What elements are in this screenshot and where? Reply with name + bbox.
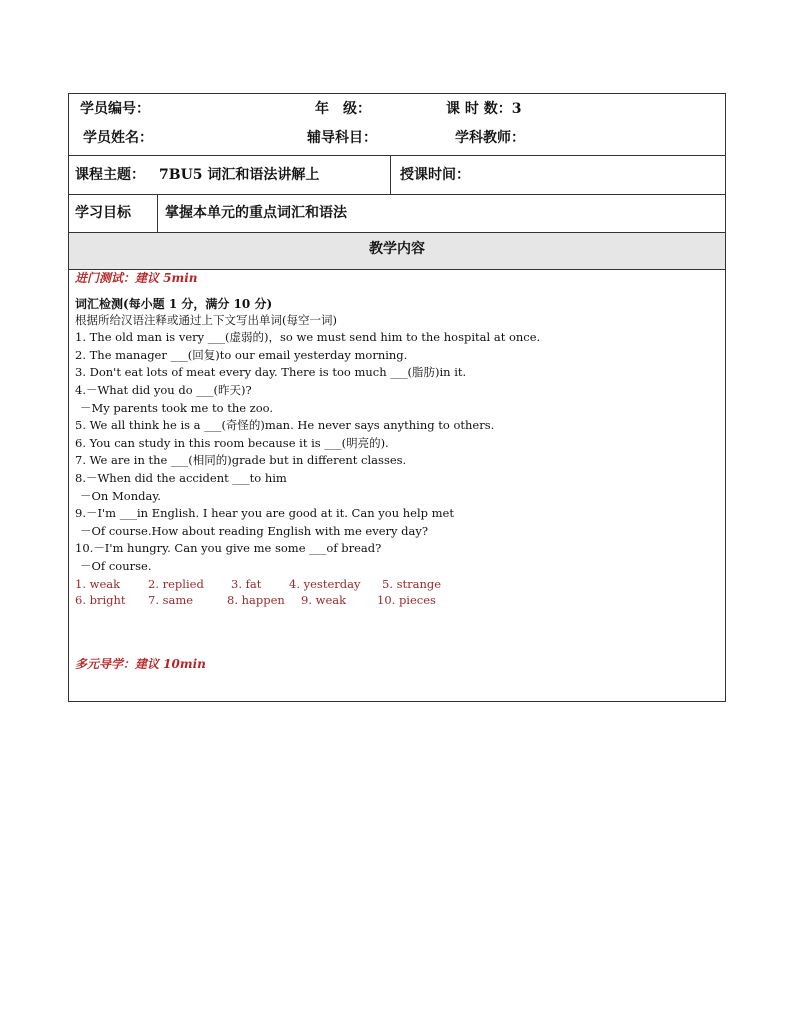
answer-2: 2. replied: [148, 576, 204, 591]
vocab-title: 词汇检测(每小题 1 分，满分 10 分): [75, 296, 273, 311]
answer-6: 6. bright: [75, 592, 126, 607]
goal-label: 学习目标: [75, 205, 131, 221]
instruction: 根据所给汉语注释或通过上下文写出单词(每空一词): [75, 312, 337, 327]
question-1: 1. The old man is very ___(虚弱的)，so we must send him to the hospital at once.: [75, 330, 541, 345]
content-body: [75, 270, 719, 673]
question-5: 5. We all think he is a ___(奇怪的)man. He never says anything to others.: [75, 418, 495, 433]
answers-row-2: [75, 592, 719, 608]
student-id-label: 学员编号：: [80, 101, 150, 117]
answer-8: 8. happen: [227, 592, 285, 607]
topic-label: 课程主题：: [75, 167, 145, 183]
answer-3: 3. fat: [231, 576, 262, 591]
question-10-reply: －Of course.: [80, 558, 152, 573]
question-8: 8.－When did the accident ___to him: [75, 470, 287, 485]
question-3: 3. Don't eat lots of meat every day. There is too much ___(脂肪)in it.: [75, 365, 467, 380]
answer-4: 4. yesterday: [289, 576, 361, 591]
entry-test-title: 进门测试：建议 5min: [75, 271, 198, 285]
content-header-row: [69, 233, 725, 270]
question-9-reply: －Of course.How about reading English with me every day?: [80, 523, 429, 538]
student-name-label: 学员姓名：: [83, 130, 153, 146]
question-9: 9.－I'm ___in English. I hear you are good at it. Can you help met: [75, 506, 454, 521]
answers-row-1: [75, 576, 719, 592]
answer-7: 7. same: [148, 592, 194, 607]
question-4: 4.－What did you do ___(昨天)?: [75, 382, 252, 397]
answer-9: 9. weak: [301, 592, 347, 607]
course-row: [69, 156, 725, 195]
goal-row: [69, 195, 725, 233]
goal-value: 掌握本单元的重点词汇和语法: [165, 205, 347, 221]
answer-1: 1. weak: [75, 576, 121, 591]
guide-title: 多元导学：建议 10min: [75, 656, 206, 671]
time-label: 授课时间：: [400, 167, 470, 183]
header-info-row: [69, 94, 725, 156]
lesson-count-label: 课 时 数：3: [446, 101, 522, 117]
question-7: 7. We are in the ___(相同的)grade but in different classes.: [75, 453, 407, 468]
subject-label: 辅导科目：: [307, 130, 377, 146]
time-cell: [391, 156, 725, 194]
goal-label-cell: [69, 195, 158, 232]
question-4-reply: －My parents took me to the zoo.: [80, 400, 274, 415]
answer-10: 10. pieces: [377, 592, 436, 607]
teacher-label: 学科教师：: [455, 130, 525, 146]
goal-value-cell: [158, 195, 725, 232]
question-2: 2. The manager ___(回复)to our email yesterday morning.: [75, 347, 408, 362]
topic-value: 7BU5 词汇和语法讲解上: [159, 167, 320, 183]
content-header: 教学内容: [369, 241, 425, 257]
lesson-sheet: [68, 93, 726, 702]
grade-label: 年 级：: [315, 101, 371, 117]
answer-5: 5. strange: [382, 576, 442, 591]
question-6: 6. You can study in this room because it is ___(明亮的).: [75, 435, 389, 450]
question-8-reply: －On Monday.: [80, 488, 161, 503]
question-10: 10.－I'm hungry. Can you give me some ___of bread?: [75, 541, 382, 556]
topic-cell: [69, 156, 391, 194]
